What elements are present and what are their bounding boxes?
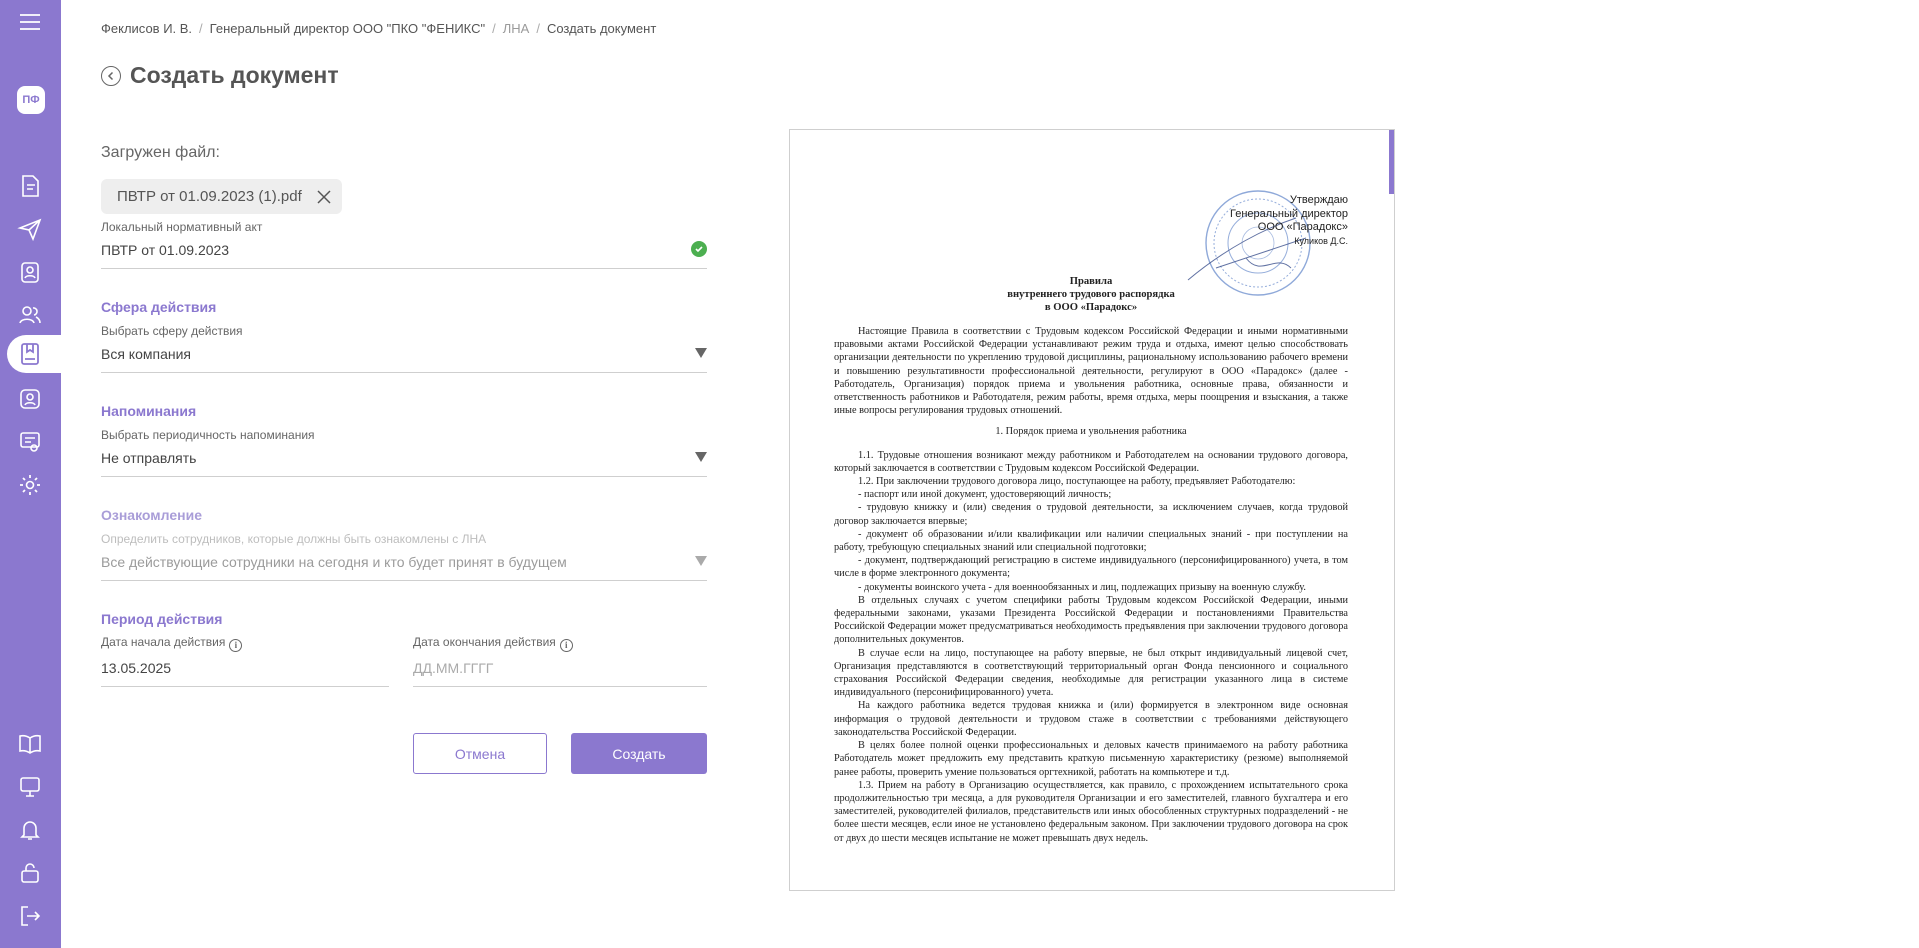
doc-paragraph: - документ, подтверждающий регистрацию в системе индивидуального (персонифицированного) учета, в том числе в форме электронного документа;: [834, 555, 1348, 580]
doc-paragraph: 1.3. Прием на работу в Организацию осуществляется, как правило, с прохождением испытательного срока продолжительностью три месяца, а для руководителя Организации и его заместителей, главного бухгалтера и его заместителей, руководителей филиалов, представительств или иных обособленных структурных подразделений - не более шести месяцев, если иное не установлено федеральным законом. При заключении трудового договора на срок от двух до шести месяцев испытание не может превышать двух недель.: [834, 779, 1348, 844]
lna-name-label: Локальный нормативный акт: [101, 220, 263, 234]
chevron-left-icon: [106, 71, 116, 81]
lna-name-value: ПВТР от 01.09.2023: [101, 242, 230, 258]
start-date-label: Дата начала действия: [101, 635, 226, 649]
start-date-label-row: [101, 635, 389, 652]
preview-scrollbar[interactable]: [1389, 130, 1394, 194]
scope-value: Вся компания: [101, 346, 192, 362]
approve-signatory: Куликов Д.С.: [1294, 235, 1348, 246]
acquaintance-select: [101, 532, 707, 581]
document-body: [834, 325, 1348, 845]
breadcrumb-separator: /: [199, 21, 203, 36]
document-preview[interactable]: [789, 129, 1395, 891]
reminders-value: Не отправлять: [101, 450, 197, 466]
doc-paragraph: Настоящие Правила в соответствии с Трудовым кодексом Российской Федерации и иными нормативными правовыми актами Российской Федерации устанавливают режим труда и отдыха, имеют целью способствовать организации деятельности по укреплению трудовой дисциплины, рациональному использованию рабочего времени и повышению результативности профессиональной деятельности, регулируют в ООО «Парадокс» (далее - Работодатель, Организация) порядок приема и увольнения работника, основные права, обязанности и ответственность работников и Работодателя, режим работы, время отдыха, меры поощрения и взыскания, а также иные вопросы регулирования трудовых отношений.: [834, 326, 1348, 417]
breadcrumb: [101, 21, 656, 36]
approve-line: ООО «Парадокс»: [1257, 221, 1348, 233]
doc-paragraph: В отдельных случаях с учетом специфики работы Трудовым кодексом Российской Федерации, иными федеральными законами, указами Президента Российской Федерации и постановлениями Правительства Российской Федерации может предусматриваться необходимость предъявления при заключении трудового договора дополнительных документов.: [834, 594, 1348, 646]
doc-paragraph: - документ об образовании и/или квалификации или наличии специальных знаний - при поступлении на работу, требующую специальных знаний или специальной подготовки;: [834, 528, 1348, 554]
acquaintance-dropdown: [101, 554, 707, 581]
help-desk-icon[interactable]: [14, 771, 46, 803]
end-date-label-row: [413, 635, 707, 652]
lock-icon[interactable]: [14, 857, 46, 889]
remove-file-button[interactable]: [314, 187, 334, 207]
info-icon[interactable]: i: [560, 639, 573, 652]
sidebar: [0, 0, 61, 948]
reminders-select[interactable]: [101, 428, 707, 477]
approve-line: Утверждаю: [1289, 194, 1348, 206]
create-button[interactable]: Создать: [571, 733, 707, 774]
breadcrumb-current: Создать документ: [546, 21, 657, 36]
acquaintance-value: Все действующие сотрудники на сегодня и кто будет принят в будущем: [101, 554, 567, 570]
doc-paragraph: 1.2. При заключении трудового договора лицо, поступающее на работу, предъявляет Работодателю:: [858, 476, 1296, 488]
doc-title-line: Правила: [1069, 276, 1113, 287]
cancel-button[interactable]: Отмена: [413, 733, 547, 774]
acquaintance-label: Определить сотрудников, которые должны быть ознакомлены с ЛНА: [101, 532, 487, 546]
end-date-label: Дата окончания действия: [413, 635, 556, 649]
scope-label: Выбрать сферу действия: [101, 324, 243, 338]
title-row: [101, 62, 339, 89]
approval-block: [1230, 194, 1348, 248]
end-date-input[interactable]: ДД.ММ.ГГГГ: [413, 660, 707, 687]
lna-name-field[interactable]: [101, 220, 707, 269]
reminders-heading: Напоминания: [101, 403, 197, 419]
lna-name-input[interactable]: [101, 242, 707, 269]
profile-icon[interactable]: [14, 383, 46, 415]
logout-icon[interactable]: [14, 900, 46, 932]
caret-down-icon: [695, 452, 707, 462]
bookmark-doc-icon[interactable]: [14, 338, 46, 370]
file-name: ПВТР от 01.09.2023 (1).pdf: [117, 188, 302, 205]
book-icon[interactable]: [14, 728, 46, 760]
doc-paragraph: 1.1. Трудовые отношения возникают между работником и Работодателем на основании трудового договора, который заключается в соответствии с Трудовым кодексом Российской Федерации.: [834, 449, 1348, 474]
approve-line: Генеральный директор: [1230, 207, 1348, 220]
scope-heading: Сфера действия: [101, 299, 217, 315]
doc-title-line: в ООО «Парадокс»: [1044, 302, 1138, 313]
breadcrumb-lna[interactable]: ЛНА: [502, 21, 530, 36]
reminders-label: Выбрать периодичность напоминания: [101, 428, 315, 442]
doc-paragraph: В случае если на лицо, поступающее на работу впервые, не был открыт индивидуальный лицевой счет, Организация представляются в соответствующий территориальный орган Фонда пенсионного и социального страхования Российской Федерации сведения, необходимые для регистрации указанного лица в системе индивидуального (персонифицированного) учета.: [834, 647, 1348, 699]
scope-select[interactable]: [101, 324, 707, 373]
reminders-dropdown[interactable]: [101, 450, 707, 477]
doc-paragraph: На каждого работника ведется трудовая книжка и (или) формируется в электронном виде основная информация о трудовой деятельности и трудовом стаже в соответствии с требованиями действующего законодательства Российской Федерации.: [834, 700, 1348, 738]
doc-section-heading: 1. Порядок приема и увольнения работника: [995, 426, 1187, 438]
bell-icon[interactable]: [14, 814, 46, 846]
breadcrumb-separator: /: [536, 21, 540, 36]
info-icon[interactable]: i: [229, 639, 242, 652]
acquaintance-heading: Ознакомление: [101, 507, 202, 523]
menu-icon[interactable]: [14, 6, 46, 38]
breadcrumb-separator: /: [492, 21, 496, 36]
close-icon: [316, 189, 332, 205]
start-date-field[interactable]: [101, 635, 389, 687]
check-icon: [691, 241, 707, 257]
end-date-field[interactable]: [413, 635, 707, 687]
badge-icon[interactable]: [14, 256, 46, 288]
back-button[interactable]: [101, 66, 121, 86]
gear-icon[interactable]: [14, 469, 46, 501]
breadcrumb-position[interactable]: Генеральный директор ООО "ПКО "ФЕНИКС": [209, 21, 486, 36]
page-title: Создать документ: [130, 62, 339, 88]
scope-dropdown[interactable]: [101, 346, 707, 373]
doc-paragraph: В целях более полной оценки профессиональных и деловых качеств принимаемого на работу работника Работодатель может предложить ему представить краткую письменную характеристику (резюме) выполняемой ранее работы, проверить умение пользоваться оргтехникой, работать на компьютере и т.д.: [834, 740, 1348, 778]
document-title: [834, 275, 1348, 314]
doc-paragraph: - трудовую книжку и (или) сведения о трудовой деятельности, за исключением случаев, когда трудовой договор заключается впервые;: [834, 502, 1348, 527]
caret-down-icon: [695, 556, 707, 566]
doc-title-line: внутреннего трудового распорядка: [1007, 289, 1175, 300]
breadcrumb-user[interactable]: Феклисов И. В.: [101, 21, 193, 36]
caret-down-icon: [695, 348, 707, 358]
avatar[interactable]: ПФ: [17, 86, 45, 114]
file-chip: [101, 179, 342, 214]
start-date-input[interactable]: 13.05.2025: [101, 660, 389, 687]
doc-paragraph: - документы воинского учета - для военнообязанных и лиц, подлежащих призыву на военную службу.: [858, 581, 1306, 593]
certificate-icon[interactable]: [14, 426, 46, 458]
doc-paragraph: - паспорт или иной документ, удостоверяющий личность;: [858, 489, 1112, 501]
users-icon[interactable]: [14, 299, 46, 331]
document-icon[interactable]: [14, 170, 46, 202]
period-heading: Период действия: [101, 611, 223, 627]
send-icon[interactable]: [14, 213, 46, 245]
uploaded-file-label: Загружен файл:: [101, 144, 220, 161]
